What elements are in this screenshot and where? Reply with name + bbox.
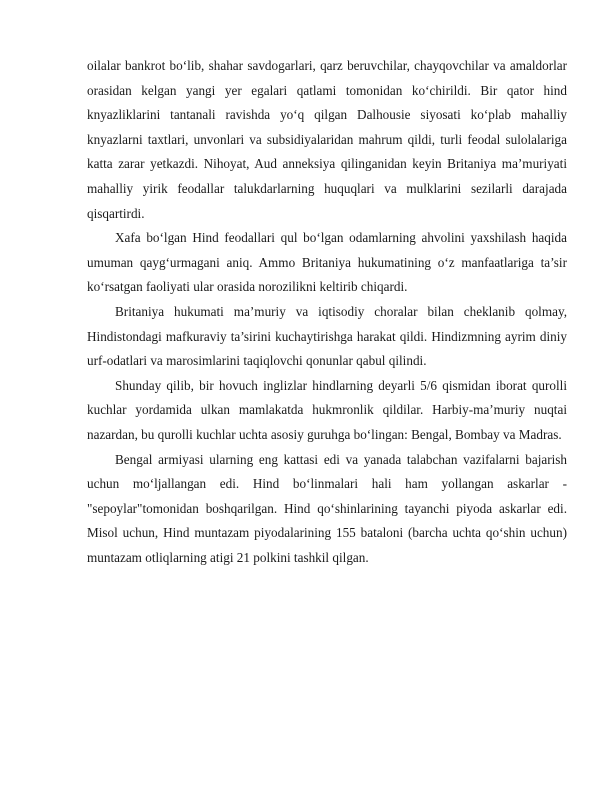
- paragraph-1: oilalar bankrot bo‘lib, shahar savdogarlari, qarz beruvchilar, chayqovchilar va amaldorlar orasidan kelgan yangi yer egalari qatlami tomonidan ko‘chirildi. Bir qator hind knyazliklarini tantanali ravishda yo‘q qilgan Dalhousie siyosati ko‘plab mahalliy knyazlarni taxtlari, unvonlari va subsidiyalaridan mahrum qildi, turli feodal sulolalariga katta zarar yetkazdi. Nihoyat, Aud anneksiya qilinganidan keyin Britaniya ma’muriyati mahalliy yirik feodallar talukdarlarning huquqlari va mulklarini sezilarli darajada qisqartirdi.: [87, 58, 567, 221]
- paragraph-2: Xafa bo‘lgan Hind feodallari qul bo‘lgan odamlarning ahvolini yaxshilash haqida umuman qayg‘urmagani aniq. Ammo Britaniya hukumatining o‘z manfaatlariga ta’sir ko‘rsatgan faoliyati ular orasida norozilikni keltirib chiqardi.: [87, 230, 567, 295]
- paragraph-4: Shunday qilib, bir hovuch inglizlar hindlarning deyarli 5/6 qismidan iborat qurolli kuchlar yordamida ulkan mamlakatda hukmronlik qildilar. Harbiy-ma’muriy nuqtai nazardan, bu qurolli kuchlar uchta asosiy guruhga bo‘lingan: Bengal, Bombay va Madras.: [87, 377, 567, 442]
- paragraph-3: Britaniya hukumati ma’muriy va iqtisodiy choralar bilan cheklanib qolmay, Hindistondagi mafkuraviy ta’sirini kuchaytirishga harakat qildi. Hindizmning ayrim diniy urf-odatlari va marosimlarini taqiqlovchi qonunlar qabul qilindi.: [87, 303, 567, 369]
- document-page: [87, 54, 567, 570]
- paragraph-5: Bengal armiyasi ularning eng kattasi edi va yanada talabchan vazifalarni bajarish uchun mo‘ljallangan edi. Hind bo‘linmalari hali ham yollangan askarlar - "sepoylar"tomonidan boshqarilgan. Hind qo‘shinlarining tayanchi piyoda askarlar edi. Misol uchun, Hind muntazam piyodalarining 155 bataloni (barcha uchta qo‘shin uchun) muntazam otliqlarning atigi 21 polkini tashkil qilgan.: [87, 451, 567, 565]
